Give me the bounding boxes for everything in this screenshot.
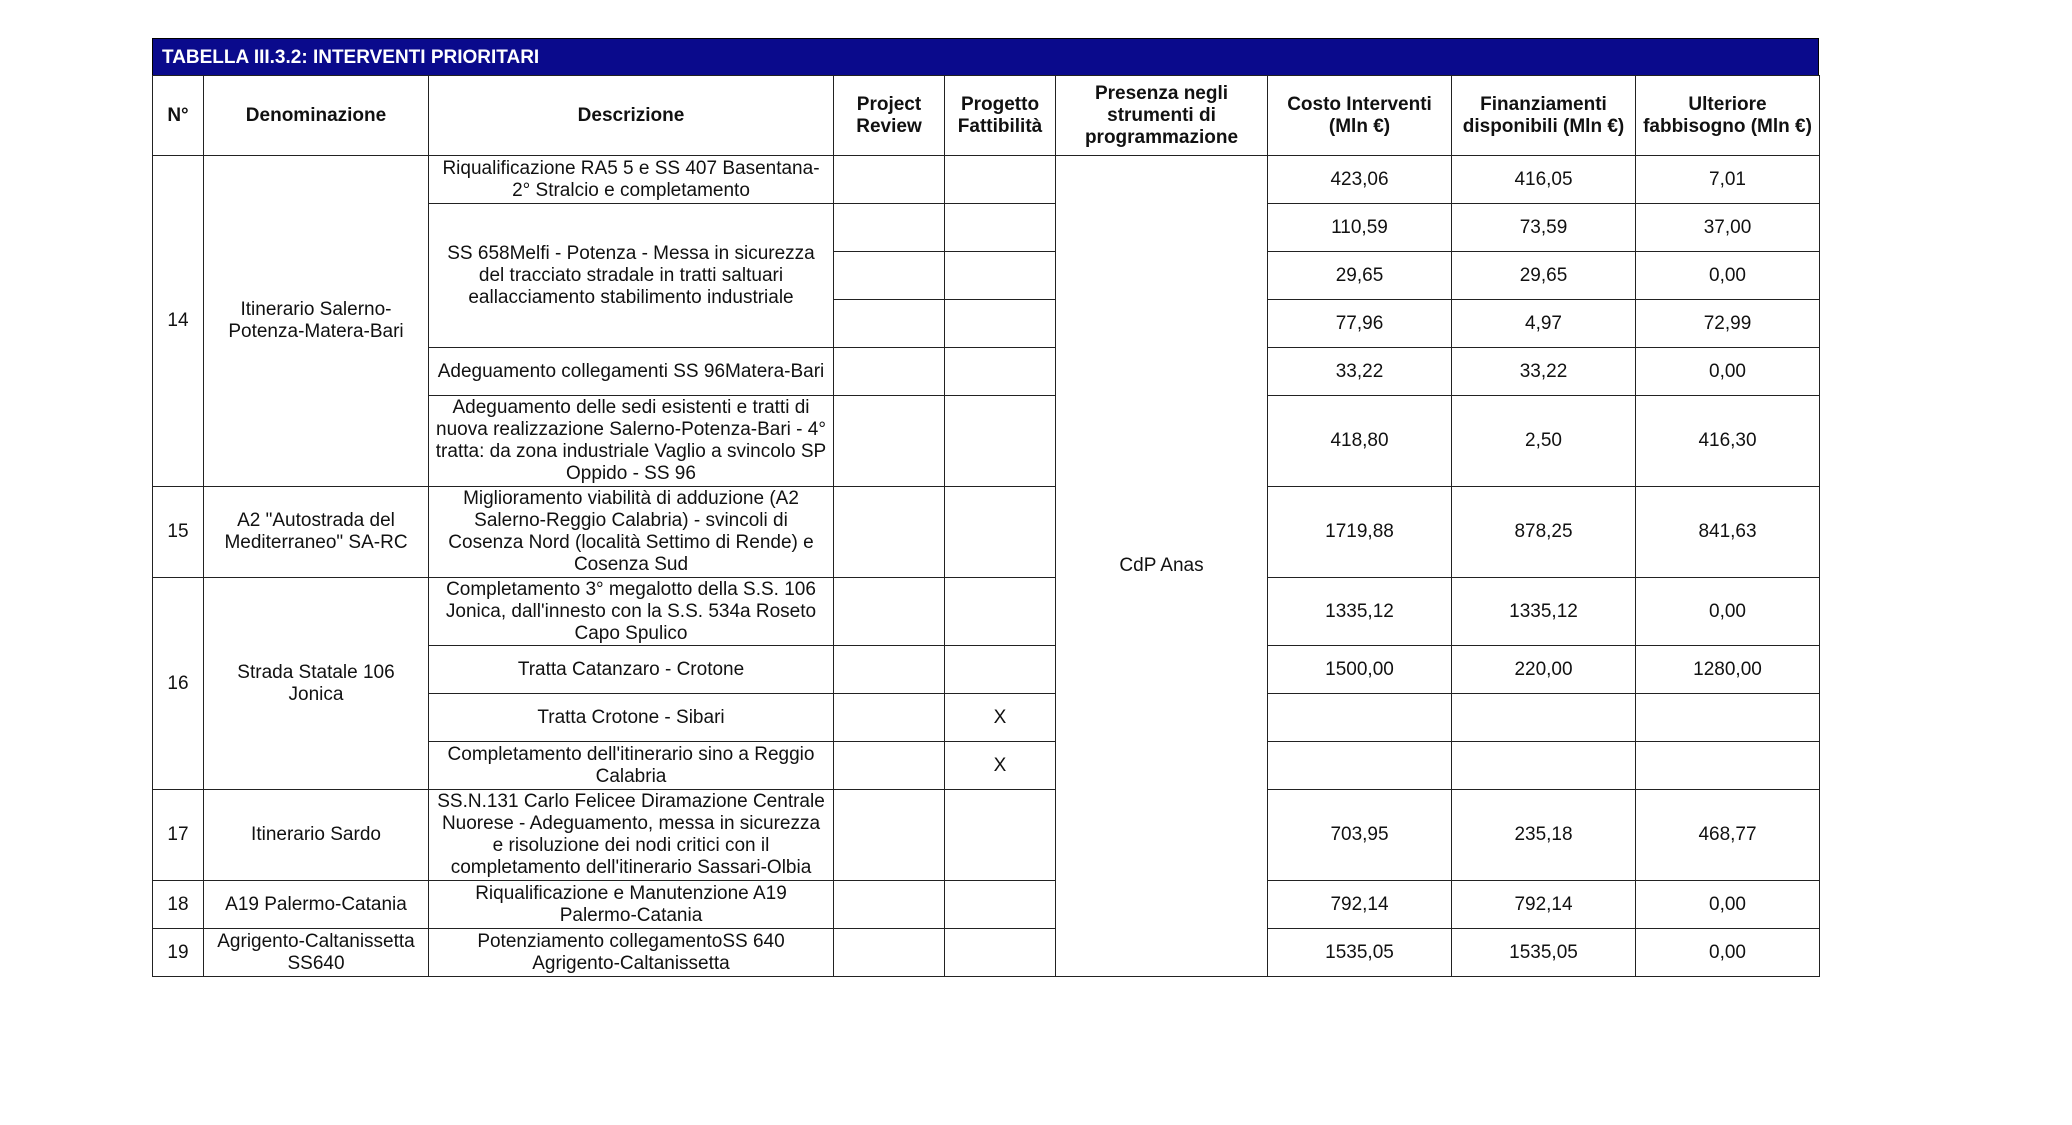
row-project-review <box>834 646 945 694</box>
row-finanziamenti: 878,25 <box>1452 487 1636 578</box>
row-description: Tratta Crotone - Sibari <box>429 694 834 742</box>
row-costo: 77,96 <box>1268 300 1452 348</box>
row-progetto-fattibilita: X <box>945 694 1056 742</box>
row-finanziamenti: 1335,12 <box>1452 578 1636 646</box>
row-costo: 110,59 <box>1268 204 1452 252</box>
row-finanziamenti: 33,22 <box>1452 348 1636 396</box>
row-project-review <box>834 578 945 646</box>
row-finanziamenti <box>1452 694 1636 742</box>
row-finanziamenti: 29,65 <box>1452 252 1636 300</box>
row-description: Adeguamento delle sedi esistenti e tratti di nuova realizzazione Salerno-Potenza-Bari - 4° tratta: da zona industriale Vaglio a svincolo SP Oppido - SS 96 <box>429 396 834 487</box>
row-ulteriore: 0,00 <box>1636 348 1820 396</box>
group-number: 16 <box>153 578 204 790</box>
row-description: Riqualificazione e Manutenzione A19 Palermo-Catania <box>429 881 834 929</box>
row-description: SS.N.131 Carlo Felicee Diramazione Centrale Nuorese - Adeguamento, messa in sicurezza e risoluzione dei nodi critici con il completamento dell'itinerario Sassari-Olbia <box>429 790 834 881</box>
row-project-review <box>834 790 945 881</box>
row-costo: 703,95 <box>1268 790 1452 881</box>
row-progetto-fattibilita <box>945 396 1056 487</box>
row-ulteriore: 37,00 <box>1636 204 1820 252</box>
row-costo: 423,06 <box>1268 156 1452 204</box>
table-row <box>153 881 1820 929</box>
row-ulteriore <box>1636 742 1820 790</box>
row-progetto-fattibilita <box>945 300 1056 348</box>
row-costo <box>1268 694 1452 742</box>
row-description: Miglioramento viabilità di adduzione (A2 Salerno-Reggio Calabria) - svincoli di Cosenza Nord (località Settimo di Rende) e Cosenza Sud <box>429 487 834 578</box>
row-costo: 792,14 <box>1268 881 1452 929</box>
header-finanziamenti: Finanziamenti disponibili (Mln €) <box>1452 76 1636 156</box>
row-progetto-fattibilita <box>945 487 1056 578</box>
row-project-review <box>834 881 945 929</box>
row-finanziamenti: 416,05 <box>1452 156 1636 204</box>
row-finanziamenti <box>1452 742 1636 790</box>
row-progetto-fattibilita <box>945 646 1056 694</box>
group-name: A2 "Autostrada del Mediterraneo" SA-RC <box>204 487 429 578</box>
row-ulteriore: 468,77 <box>1636 790 1820 881</box>
table-row <box>153 156 1820 204</box>
header-ulteriore: Ulteriore fabbisogno (Mln €) <box>1636 76 1820 156</box>
group-name: Strada Statale 106 Jonica <box>204 578 429 790</box>
row-finanziamenti: 792,14 <box>1452 881 1636 929</box>
row-ulteriore: 0,00 <box>1636 929 1820 977</box>
header-denominazione: Denominazione <box>204 76 429 156</box>
table-row <box>153 790 1820 881</box>
row-finanziamenti: 235,18 <box>1452 790 1636 881</box>
row-progetto-fattibilita <box>945 252 1056 300</box>
row-progetto-fattibilita <box>945 881 1056 929</box>
row-finanziamenti: 4,97 <box>1452 300 1636 348</box>
header-costo: Costo Interventi (Mln €) <box>1268 76 1452 156</box>
row-ulteriore: 7,01 <box>1636 156 1820 204</box>
row-progetto-fattibilita <box>945 578 1056 646</box>
table-title: TABELLA III.3.2: INTERVENTI PRIORITARI <box>152 38 1819 75</box>
group-name: A19 Palermo-Catania <box>204 881 429 929</box>
row-project-review <box>834 204 945 252</box>
group-number: 17 <box>153 790 204 881</box>
group-number: 19 <box>153 929 204 977</box>
table-container <box>152 38 1819 977</box>
row-ulteriore: 841,63 <box>1636 487 1820 578</box>
row-ulteriore: 0,00 <box>1636 578 1820 646</box>
row-project-review <box>834 252 945 300</box>
row-project-review <box>834 300 945 348</box>
row-description: Adeguamento collegamenti SS 96Matera-Bari <box>429 348 834 396</box>
header-n: N° <box>153 76 204 156</box>
row-ulteriore: 416,30 <box>1636 396 1820 487</box>
row-ulteriore: 0,00 <box>1636 252 1820 300</box>
row-finanziamenti: 220,00 <box>1452 646 1636 694</box>
row-progetto-fattibilita <box>945 929 1056 977</box>
group-number: 18 <box>153 881 204 929</box>
programma-cell: CdP Anas <box>1056 156 1268 977</box>
row-ulteriore: 1280,00 <box>1636 646 1820 694</box>
row-costo: 1335,12 <box>1268 578 1452 646</box>
row-progetto-fattibilita <box>945 790 1056 881</box>
row-finanziamenti: 73,59 <box>1452 204 1636 252</box>
group-name: Itinerario Salerno-Potenza-Matera-Bari <box>204 156 429 487</box>
group-number: 14 <box>153 156 204 487</box>
row-description: Riqualificazione RA5 5 e SS 407 Basentana- 2° Stralcio e completamento <box>429 156 834 204</box>
header-progetto-fattibilita: Progetto Fattibilità <box>945 76 1056 156</box>
row-progetto-fattibilita <box>945 204 1056 252</box>
group-number: 15 <box>153 487 204 578</box>
row-project-review <box>834 929 945 977</box>
row-progetto-fattibilita: X <box>945 742 1056 790</box>
interventi-table <box>152 75 1820 977</box>
row-costo <box>1268 742 1452 790</box>
header-project-review: Project Review <box>834 76 945 156</box>
row-ulteriore: 72,99 <box>1636 300 1820 348</box>
row-costo: 1535,05 <box>1268 929 1452 977</box>
row-description: Completamento dell'itinerario sino a Reggio Calabria <box>429 742 834 790</box>
header-descrizione: Descrizione <box>429 76 834 156</box>
row-costo: 1719,88 <box>1268 487 1452 578</box>
row-finanziamenti: 1535,05 <box>1452 929 1636 977</box>
row-finanziamenti: 2,50 <box>1452 396 1636 487</box>
group-name: Agrigento-Caltanissetta SS640 <box>204 929 429 977</box>
row-description: SS 658Melfi - Potenza - Messa in sicurezza del tracciato stradale in tratti saltuari eallacciamento stabilimento industriale <box>429 204 834 348</box>
row-project-review <box>834 396 945 487</box>
row-description: Potenziamento collegamentoSS 640 Agrigento-Caltanissetta <box>429 929 834 977</box>
header-presenza: Presenza negli strumenti di programmazione <box>1056 76 1268 156</box>
row-costo: 1500,00 <box>1268 646 1452 694</box>
row-ulteriore: 0,00 <box>1636 881 1820 929</box>
row-project-review <box>834 487 945 578</box>
row-costo: 29,65 <box>1268 252 1452 300</box>
row-costo: 418,80 <box>1268 396 1452 487</box>
row-description: Completamento 3° megalotto della S.S. 106 Jonica, dall'innesto con la S.S. 534a Roseto Capo Spulico <box>429 578 834 646</box>
row-project-review <box>834 348 945 396</box>
row-progetto-fattibilita <box>945 156 1056 204</box>
header-row <box>153 76 1820 156</box>
row-project-review <box>834 156 945 204</box>
row-ulteriore <box>1636 694 1820 742</box>
row-project-review <box>834 742 945 790</box>
group-name: Itinerario Sardo <box>204 790 429 881</box>
row-costo: 33,22 <box>1268 348 1452 396</box>
table-row <box>153 487 1820 578</box>
row-progetto-fattibilita <box>945 348 1056 396</box>
row-project-review <box>834 694 945 742</box>
row-description: Tratta Catanzaro - Crotone <box>429 646 834 694</box>
table-row <box>153 929 1820 977</box>
table-row <box>153 578 1820 646</box>
